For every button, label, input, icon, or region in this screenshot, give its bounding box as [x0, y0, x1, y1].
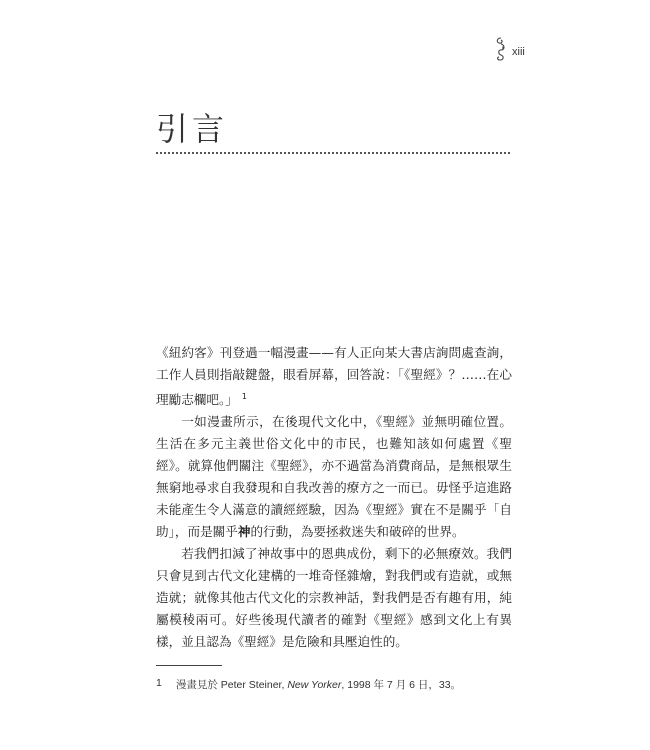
chapter-title: 引言 [156, 110, 229, 148]
page-marker [494, 36, 525, 62]
footnote-1 [156, 677, 512, 692]
footnote-number: 1 [156, 677, 162, 689]
paragraph-text: 的行動，為要拯救迷失和破碎的世界。 [250, 524, 465, 540]
footnote-divider [156, 665, 222, 666]
footnote-reference[interactable]: 1 [241, 392, 247, 401]
footnote-italic-title: New Yorker [287, 679, 342, 691]
scroll-flourish-icon [494, 36, 508, 62]
paragraph-text: 若我們扣減了神故事中的恩典成份，剩下的必無療效。我們只會見到古代文化建構的一堆奇怪雜燴，對我們或有造就，或無造就；就像其他古代文化的宗教神話，對我們是否有趣有用，純屬模稜兩可。好些後現代讀者的確對《聖經》感到文化上有異樣，並且認為《聖經》是危險和具壓迫性的。 [156, 546, 512, 650]
page-number: xiii [512, 46, 525, 58]
paragraph-3 [156, 543, 512, 653]
paragraph-2 [156, 411, 512, 543]
footnote-text-before: 漫畫見於 Peter Steiner, [175, 679, 288, 691]
footnote-text-after: , 1998 年 7 月 6 日，33。 [341, 679, 462, 691]
emphasis-text: 神 [237, 524, 251, 540]
title-dotted-rule [156, 152, 510, 154]
footnote-text [176, 677, 461, 692]
paragraph-text: 《紐約客》刊登過一幅漫畫——有人正向某大書店詢問處查詢，工作人員則指敲鍵盤，眼看屏幕，回答說：「《聖經》？……在心理勵志欄吧。」 [156, 345, 512, 408]
paragraph-text: 一如漫畫所示，在後現代文化中，《聖經》並無明確位置。生活在多元主義世俗文化中的市民，也難知該如何處置《聖經》。就算他們關注《聖經》，亦不過當為消費商品，是無根眾生無窮地尋求自我發現和自我改善的療方之一而已。毋怪乎這進路未能產生令人滿意的讀經經驗，因為《聖經》實在不是關乎「自助」，而是關乎 [156, 414, 512, 540]
paragraph-1 [156, 342, 512, 411]
body-text [156, 342, 512, 653]
